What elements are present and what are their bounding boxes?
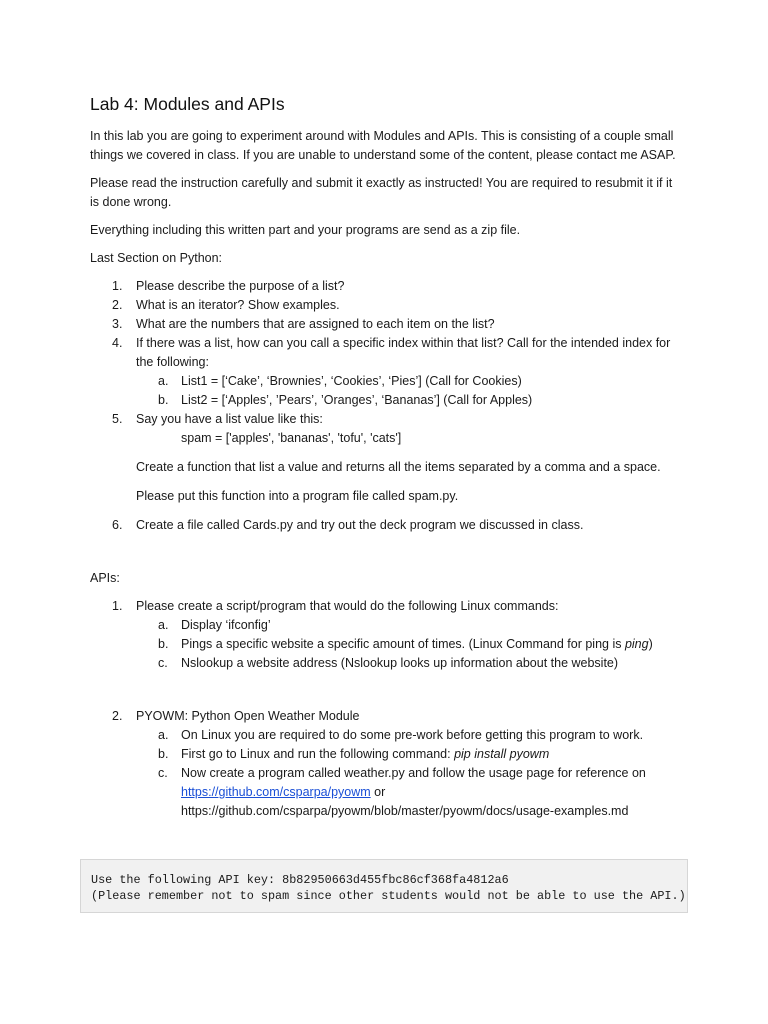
sub-text: Pings a specific website a specific amount of times. (Linux Command for ping is bbox=[181, 637, 625, 651]
sub-item bbox=[136, 616, 680, 635]
document-body bbox=[90, 92, 680, 821]
sub-item bbox=[136, 372, 680, 391]
sub-letter: b. bbox=[158, 637, 169, 651]
sub-text: Now create a program called weather.py and follow the usage page for reference on bbox=[181, 766, 646, 780]
sub-item bbox=[136, 726, 680, 745]
sub-item bbox=[136, 635, 680, 654]
question-text: Say you have a list value like this: bbox=[136, 412, 323, 426]
sub-text-end: ) bbox=[648, 637, 653, 651]
file-instruction: Please put this function into a program file called spam.py. bbox=[136, 489, 459, 503]
sub-letter: b. bbox=[158, 747, 169, 761]
sub-letter: a. bbox=[158, 618, 169, 632]
sub-item bbox=[136, 764, 680, 821]
api-task-list bbox=[90, 597, 680, 821]
api-note-line: (Please remember not to spam since other students would not be able to use the API.) bbox=[91, 889, 686, 903]
task-number: 1. bbox=[112, 599, 123, 613]
question-item bbox=[90, 334, 680, 410]
question-text: Please describe the purpose of a list? bbox=[136, 279, 345, 293]
sub-letter: c. bbox=[158, 656, 168, 670]
question-item bbox=[90, 315, 680, 334]
pip-command: pip install pyowm bbox=[454, 747, 550, 761]
python-question-list bbox=[90, 277, 680, 535]
or-text: or bbox=[370, 785, 386, 799]
function-instruction: Create a function that list a value and returns all the items separated by a comma and a space. bbox=[136, 460, 661, 474]
question-number: 1. bbox=[112, 279, 123, 293]
sub-text: Nslookup a website address (Nslookup looks up information about the website) bbox=[181, 656, 619, 670]
sub-text: Display ‘ifconfig’ bbox=[181, 618, 271, 632]
sub-letter: b. bbox=[158, 393, 169, 407]
question-text: If there was a list, how can you call a specific index within that list? Call for the intended index for the following: bbox=[136, 336, 671, 369]
sub-list bbox=[136, 372, 680, 410]
task-number: 2. bbox=[112, 709, 123, 723]
pyowm-github-link[interactable]: https://github.com/csparpa/pyowm bbox=[181, 785, 371, 799]
question-text: What are the numbers that are assigned to each item on the list? bbox=[136, 317, 495, 331]
question-item bbox=[90, 516, 680, 535]
api-key-code-box bbox=[80, 859, 688, 913]
sub-item bbox=[136, 745, 680, 764]
api-task-item bbox=[90, 597, 680, 673]
sub-letter: a. bbox=[158, 728, 169, 742]
python-section-heading: Last Section on Python: bbox=[90, 251, 223, 265]
question-number: 3. bbox=[112, 317, 123, 331]
question-number: 5. bbox=[112, 412, 123, 426]
task-text: PYOWM: Python Open Weather Module bbox=[136, 709, 360, 723]
question-item bbox=[90, 277, 680, 296]
sub-list bbox=[136, 726, 680, 821]
api-key-line: Use the following API key: 8b82950663d455fbc86cf368fa4812a6 bbox=[91, 873, 509, 887]
question-item bbox=[90, 410, 680, 516]
sub-list bbox=[136, 616, 680, 673]
sub-text: On Linux you are required to do some pre-work before getting this program to work. bbox=[181, 728, 644, 742]
spam-list-example: spam = ['apples', 'bananas', 'tofu', 'cats'] bbox=[181, 431, 402, 445]
question-item bbox=[90, 296, 680, 315]
ping-command: ping bbox=[624, 637, 649, 651]
question-number: 2. bbox=[112, 298, 123, 312]
question-number: 4. bbox=[112, 336, 123, 350]
sub-text: First go to Linux and run the following command: bbox=[181, 747, 455, 761]
usage-examples-url: https://github.com/csparpa/pyowm/blob/master/pyowm/docs/usage-examples.md bbox=[181, 804, 629, 818]
sub-letter: c. bbox=[158, 766, 168, 780]
sub-letter: a. bbox=[158, 374, 169, 388]
intro-paragraph-3: Everything including this written part and your programs are send as a zip file. bbox=[90, 223, 521, 237]
sub-text: List2 = [‘Apples’, ’Pears’, ’Oranges’, ‘Bananas’] (Call for Apples) bbox=[181, 393, 533, 407]
question-number: 6. bbox=[112, 518, 123, 532]
task-text: Please create a script/program that would do the following Linux commands: bbox=[136, 599, 559, 613]
sub-text: List1 = [‘Cake’, ‘Brownies’, ‘Cookies’, ‘Pies’] (Call for Cookies) bbox=[181, 374, 522, 388]
sub-item bbox=[136, 391, 680, 410]
api-task-item bbox=[90, 707, 680, 821]
question-text: Create a file called Cards.py and try out the deck program we discussed in class. bbox=[136, 518, 584, 532]
intro-paragraph-1: In this lab you are going to experiment around with Modules and APIs. This is consisting of a couple small things we covered in class. If you are unable to understand some of the content, please contact me ASAP. bbox=[90, 129, 676, 162]
sub-item bbox=[136, 654, 680, 673]
question-text: What is an iterator? Show examples. bbox=[136, 298, 340, 312]
intro-paragraph-2: Please read the instruction carefully and submit it exactly as instructed! You are required to resubmit it if it is done wrong. bbox=[90, 176, 673, 209]
page-title: Lab 4: Modules and APIs bbox=[90, 94, 285, 114]
apis-section-heading: APIs: bbox=[90, 571, 120, 585]
